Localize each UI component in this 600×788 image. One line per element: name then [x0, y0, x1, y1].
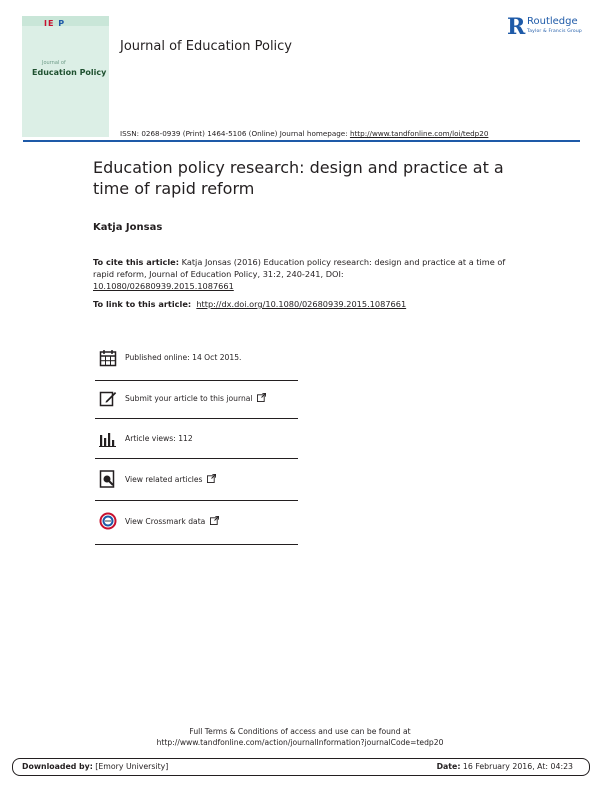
cover-small-title: Journal of	[42, 60, 66, 66]
issn-text: ISSN: 0268-0939 (Print) 1464-5106 (Online) Journal homepage:	[120, 129, 350, 138]
meta-divider	[95, 544, 298, 545]
routledge-r-icon: R	[507, 14, 526, 40]
external-link-icon	[207, 474, 216, 483]
bar-chart-icon	[99, 430, 117, 448]
meta-divider	[95, 500, 298, 501]
external-link-icon	[210, 516, 219, 525]
cover-big-title: Education Policy	[32, 68, 107, 77]
published-row	[95, 349, 298, 384]
article-link-line	[93, 299, 406, 309]
downloaded-by: Downloaded by: [Emory University]	[22, 762, 169, 771]
views-row	[95, 430, 298, 465]
routledge-logo	[507, 14, 587, 48]
crossmark-row[interactable]	[95, 512, 298, 547]
cite-text: Katja Jonsas (2016) Education policy research: design and practice at a time of rapid reform, Journal of Education Policy, 31:2, 240-241, DOI:	[93, 257, 506, 279]
published-date: Published online: 14 Oct 2015.	[125, 353, 242, 362]
related-articles-link[interactable]: View related articles	[125, 474, 216, 484]
doi-link[interactable]: 10.1080/02680939.2015.1087661	[93, 281, 234, 291]
download-date: Date: 16 February 2016, At: 04:23	[436, 762, 573, 771]
header-divider	[23, 140, 580, 142]
download-info-bar	[12, 758, 590, 776]
issn-line	[120, 129, 488, 138]
edit-icon	[99, 389, 117, 407]
calendar-icon	[99, 349, 117, 367]
terms-notice: Full Terms & Conditions of access and use can be found at	[189, 727, 411, 736]
search-document-icon	[99, 470, 117, 488]
publisher-name: Routledge	[527, 16, 578, 27]
journal-title[interactable]: Journal of Education Policy	[120, 39, 293, 54]
journal-homepage-link[interactable]: http://www.tandfonline.com/loi/tedp20	[349, 129, 489, 138]
publisher-group: Taylor & Francis Group	[527, 29, 582, 34]
link-label: To link to this article:	[93, 299, 192, 309]
article-views: Article views: 112	[125, 434, 193, 443]
meta-divider	[95, 380, 298, 381]
submit-link[interactable]: Submit your article to this journal	[125, 393, 266, 403]
crossmark-icon	[99, 512, 117, 530]
article-url-link[interactable]: http://dx.doi.org/10.1080/02680939.2015.1087661	[196, 299, 407, 309]
article-author: Katja Jonsas	[93, 222, 163, 233]
crossmark-link[interactable]: View Crossmark data	[125, 516, 219, 526]
meta-divider	[95, 418, 298, 419]
meta-divider	[95, 458, 298, 459]
cite-label: To cite this article:	[93, 257, 179, 267]
external-link-icon	[257, 393, 266, 402]
article-title: Education policy research: design and practice at a time of rapid reform	[93, 158, 504, 198]
cover-top-strip	[22, 16, 109, 26]
citation-block	[93, 256, 513, 292]
journal-cover-image	[22, 16, 109, 137]
cover-acronym: IE P	[44, 19, 66, 28]
terms-link[interactable]: http://www.tandfonline.com/action/journalInformation?journalCode=tedp20	[156, 738, 444, 747]
